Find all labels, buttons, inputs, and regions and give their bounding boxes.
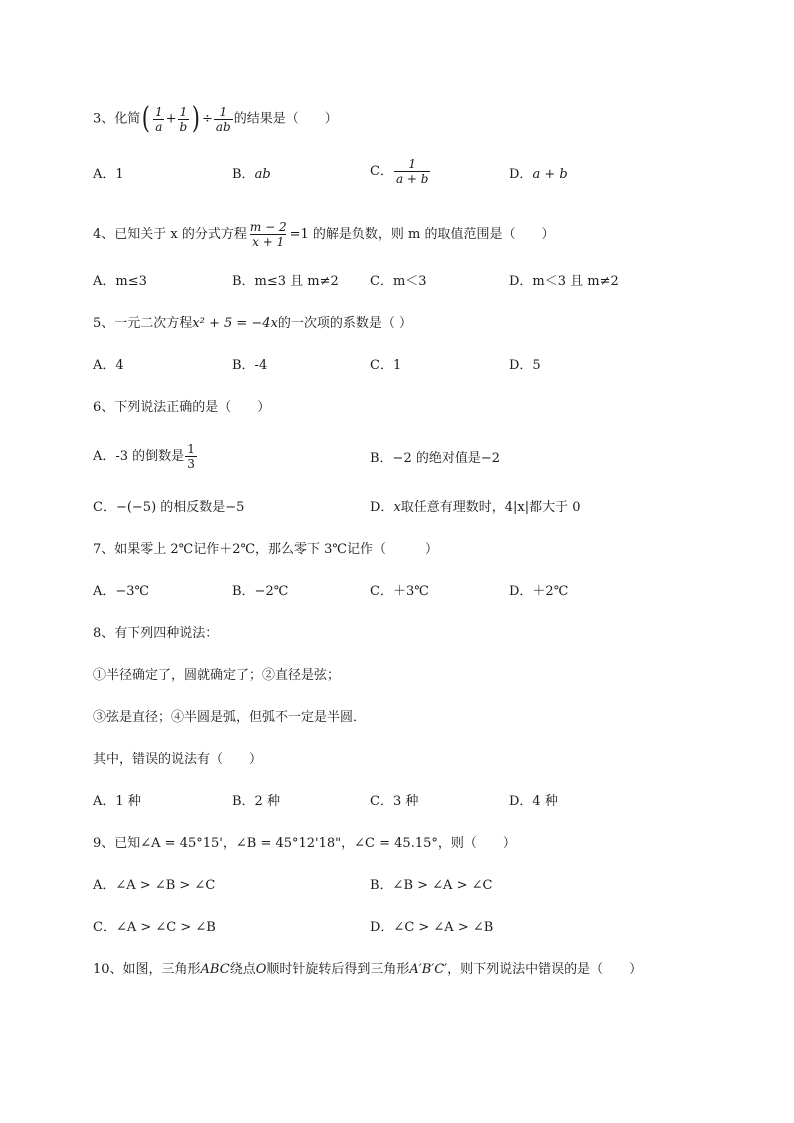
q4-option-a: A．m≤3 xyxy=(93,274,147,289)
q3-option-d: D．a + b xyxy=(509,167,568,182)
q3-plus: + xyxy=(165,111,177,127)
q8-statement-2: ③弦是直径；④半圆是弧，但弧不一定是半圆． xyxy=(93,710,367,725)
q3-left-paren: ( xyxy=(142,101,151,136)
q6-option-d: D．x取任意有理数时，4|x|都大于 0 xyxy=(370,500,581,515)
q8-option-d: D．4 种 xyxy=(509,794,558,809)
question-3 xyxy=(93,101,338,136)
q4-option-b: B．m≤3 且 m≠2 xyxy=(232,274,339,289)
question-4: 4、已知关于 x 的分式方程 $\frac{m - 2}{x + 1}$ =1 的解是负数，则 m 的取值范围是（ ） xyxy=(93,220,555,249)
question-9: 9、已知∠A = 45°15'，∠B = 45°12'18"，∠C = 45.15°，则（ ） xyxy=(93,836,516,851)
q7-option-d: D．＋2℃ xyxy=(509,584,569,599)
q6-option-c: C．−(−5) 的相反数是−5 xyxy=(93,500,245,515)
question-10: 10、如图，三角形ABC绕点O顺时针旋转后得到三角形A′B′C′，则下列说法中错误的是（ ） xyxy=(93,962,643,977)
q3-option-c: C． $\frac{1}{a + b}$ xyxy=(370,157,429,186)
q9-option-c: C．∠A > ∠C > ∠B xyxy=(93,920,216,935)
q4-fraction: $\frac{m - 2}{x + 1}$ xyxy=(249,220,287,249)
q8-option-a: A．1 种 xyxy=(93,794,141,809)
q3-divide: ÷ xyxy=(201,111,213,127)
q9-option-b: B．∠B > ∠A > ∠C xyxy=(370,878,493,893)
q3-fraction-3: $\frac{1}{ab}$ xyxy=(215,104,231,134)
q5-option-b: B．-4 xyxy=(232,358,268,373)
q9-option-d: D．∠C > ∠A > ∠B xyxy=(370,920,494,935)
question-5: 5、一元二次方程x² + 5 = −4x的一次项的系数是（ ） xyxy=(93,316,413,331)
q3-suffix: 的结果是（ ） xyxy=(233,111,338,127)
q3-prefix: 3、化简 xyxy=(93,111,141,127)
q5-option-a: A．4 xyxy=(93,358,124,373)
q8-statement-1: ①半径确定了，圆就确定了；②直径是弦； xyxy=(93,668,341,683)
question-7: 7、如果零上 2℃记作＋2℃，那么零下 3℃记作（ ） xyxy=(93,542,438,557)
q7-option-c: C．＋3℃ xyxy=(370,584,429,599)
q5-option-d: D．5 xyxy=(509,358,541,373)
q5-option-c: C．1 xyxy=(370,358,402,373)
q5-equation: x² + 5 = −4x xyxy=(192,316,278,331)
q3-fraction-2: $\frac{1}{b}$ xyxy=(179,104,188,134)
q6-option-a: A．-3 的倒数是 $\frac{1}{3}$ xyxy=(93,442,195,471)
q7-option-a: A．−3℃ xyxy=(93,584,150,599)
q7-option-b: B．−2℃ xyxy=(232,584,289,599)
question-8: 8、有下列四种说法： xyxy=(93,626,219,641)
q8-prompt: 其中，错误的说法有（ ） xyxy=(93,752,263,767)
q8-option-b: B．2 种 xyxy=(232,794,280,809)
q3-fraction-1: $\frac{1}{a}$ xyxy=(155,104,163,134)
question-6: 6、下列说法正确的是（ ） xyxy=(93,400,271,415)
q3-option-a: A．1 xyxy=(93,167,124,182)
q3-option-b: B．ab xyxy=(232,167,271,182)
q3-right-paren: ) xyxy=(191,101,201,136)
q9-option-a: A．∠A > ∠B > ∠C xyxy=(93,878,216,893)
q6-option-b: B．−2 的绝对值是−2 xyxy=(370,451,501,466)
q4-option-d: D．m＜3 且 m≠2 xyxy=(509,274,619,289)
q4-option-c: C．m＜3 xyxy=(370,274,427,289)
q8-option-c: C．3 种 xyxy=(370,794,419,809)
